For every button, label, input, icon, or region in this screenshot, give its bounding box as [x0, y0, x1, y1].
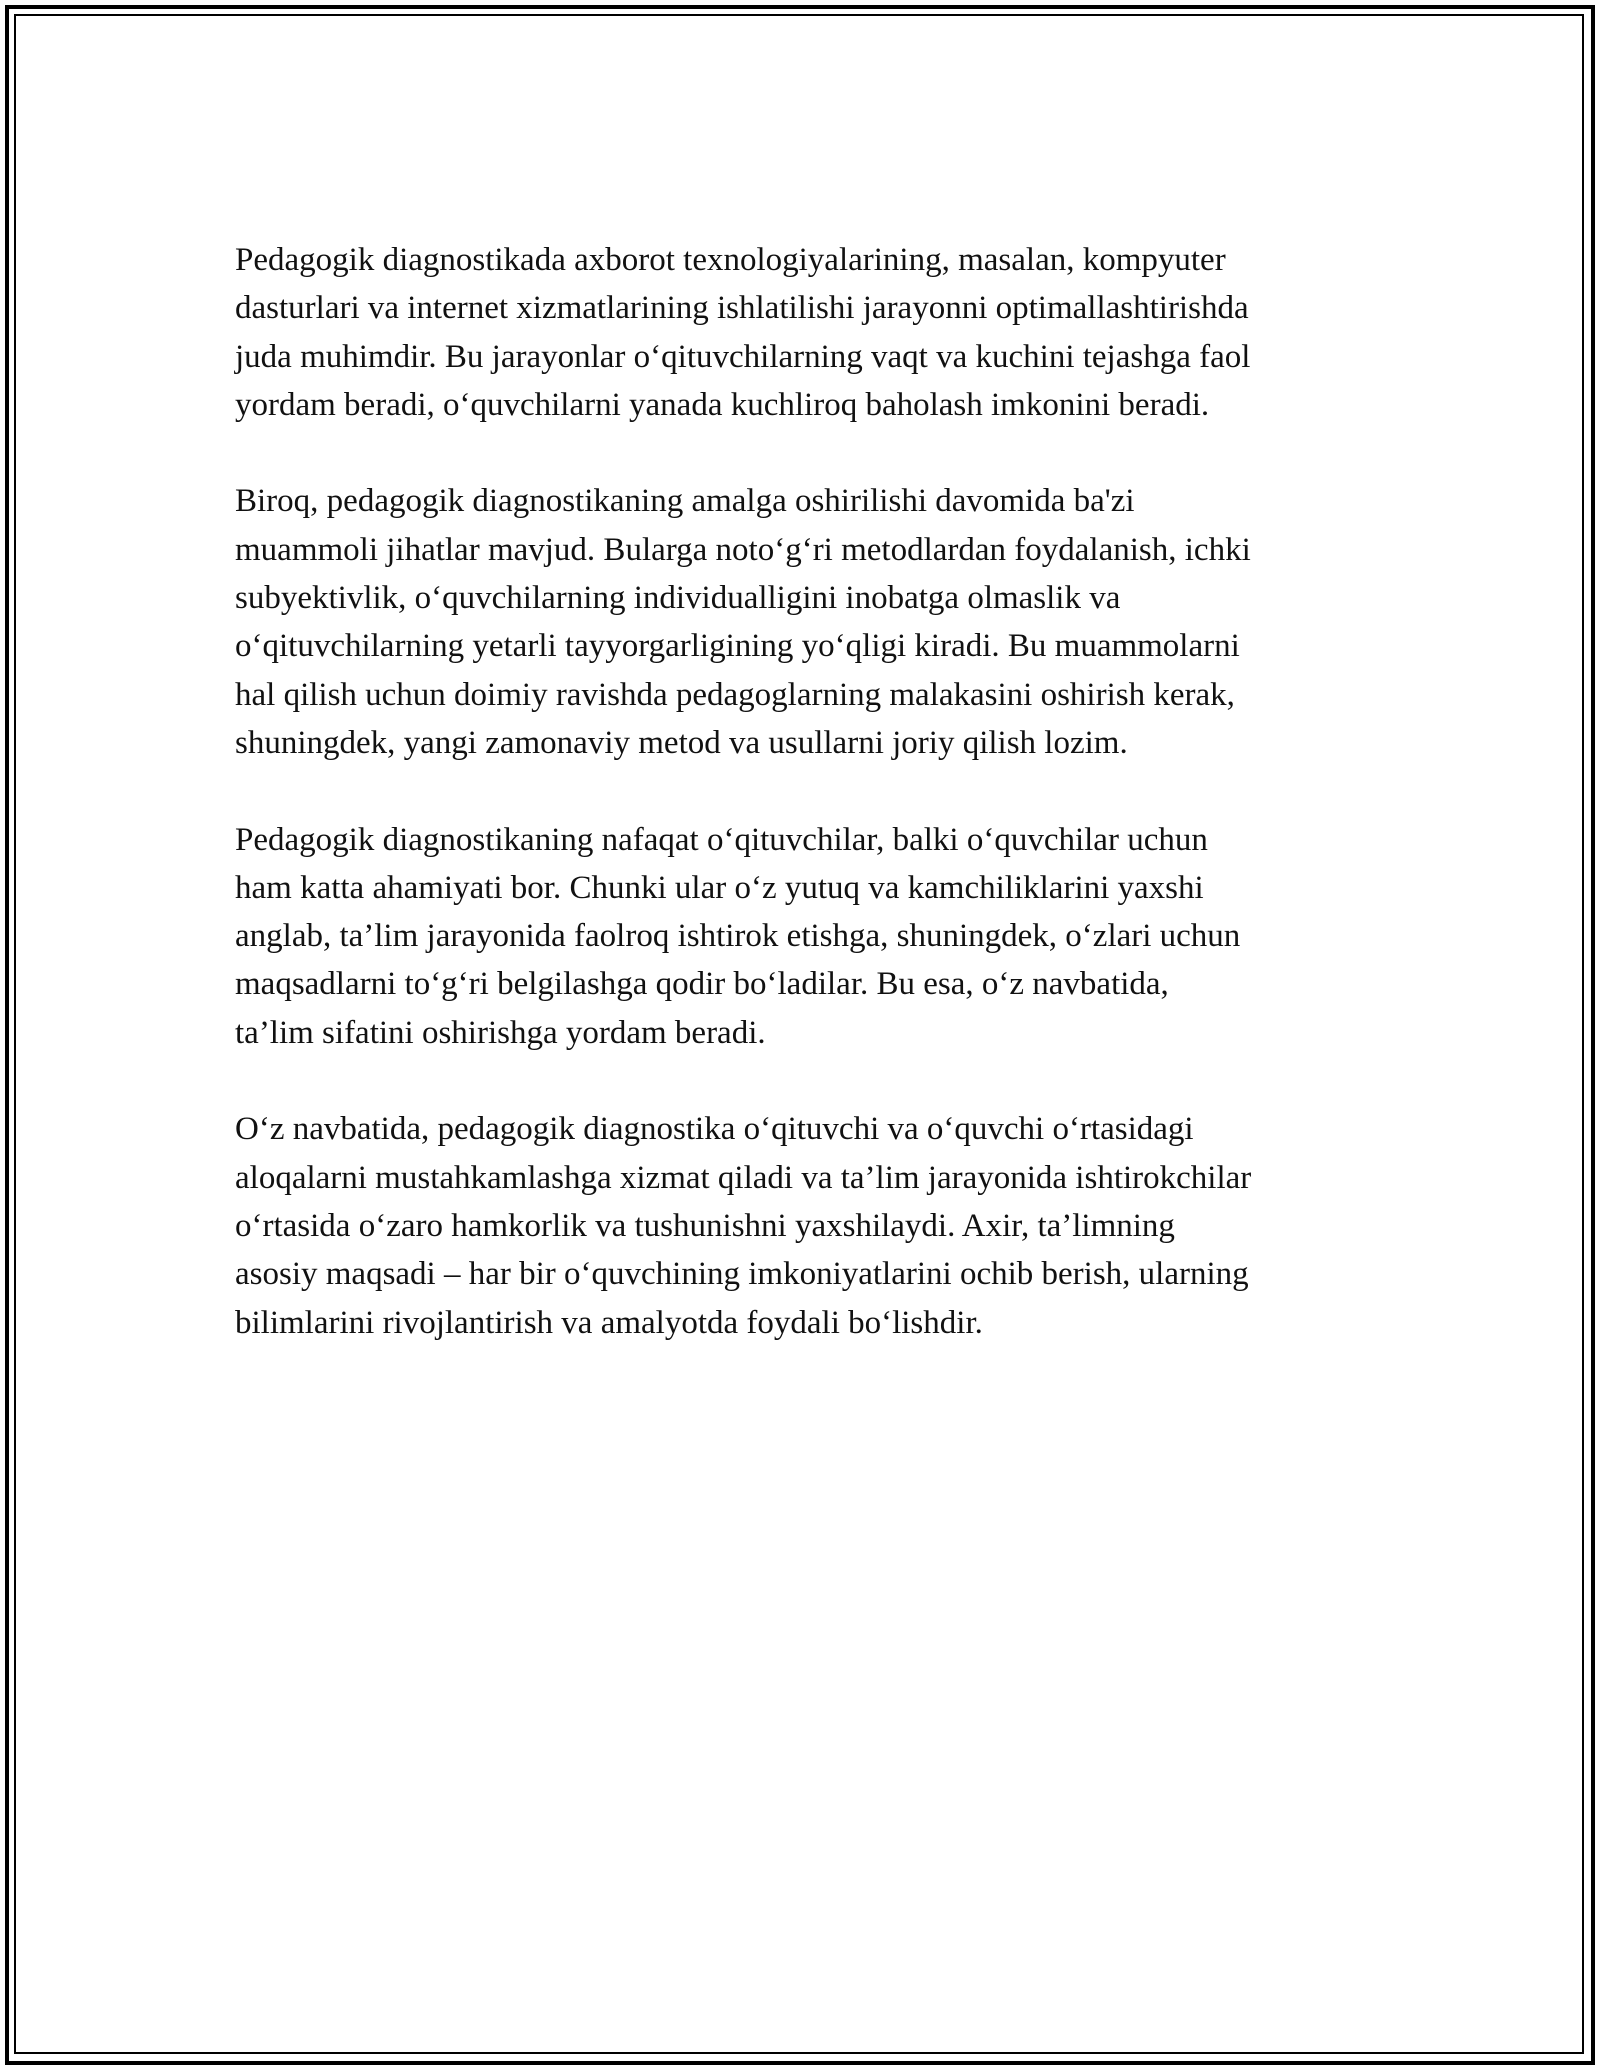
text-line: dasturlari va internet xizmatlarining ishlatilishi jarayonni optimallashtirishda: [235, 290, 1249, 327]
paragraph-4: [235, 1105, 1375, 1346]
text-line: muammoli jihatlar mavjud. Bularga noto‘g‘ri metodlardan foydalanish, ichki: [235, 531, 1251, 568]
text-line: subyektivlik, o‘quvchilarning individualligini inobatga olmaslik va: [235, 580, 1121, 617]
paragraph-1: [235, 236, 1375, 429]
text-line: anglab, ta’lim jarayonida faolroq ishtirok etishga, shuningdek, o‘zlari uchun: [235, 918, 1241, 955]
text-line: o‘rtasida o‘zaro hamkorlik va tushunishni yaxshilaydi. Axir, ta’limning: [235, 1207, 1175, 1244]
text-line: juda muhimdir. Bu jarayonlar o‘qituvchilarning vaqt va kuchini tejashga faol: [235, 338, 1251, 375]
text-line: Pedagogik diagnostikada axborot texnologiyalarining, masalan, kompyuter: [235, 242, 1226, 278]
text-line: Biroq, pedagogik diagnostikaning amalga oshirilishi davomida ba'zi: [235, 483, 1135, 520]
text-line: o‘qituvchilarning yetarli tayyorgarligining yo‘qligi kiradi. Bu muammolarni: [235, 628, 1240, 665]
text-line: ham katta ahamiyati bor. Chunki ular o‘z yutuq va kamchiliklarini yaxshi: [235, 869, 1204, 906]
paragraph-3: [235, 816, 1375, 1057]
text-line: ta’lim sifatini oshirishga yordam beradi.: [235, 1014, 766, 1051]
text-line: shuningdek, yangi zamonaviy metod va usullarni joriy qilish lozim.: [235, 724, 1128, 761]
text-line: asosiy maqsadi – har bir o‘quvchining imkoniyatlarini ochib berish, ularning: [235, 1256, 1249, 1293]
text-line: bilimlarini rivojlantirish va amalyotda foydali bo‘lishdir.: [235, 1304, 983, 1341]
text-line: hal qilish uchun doimiy ravishda pedagoglarning malakasini oshirish kerak,: [235, 676, 1235, 713]
text-line: O‘z navbatida, pedagogik diagnostika o‘qituvchi va o‘quvchi o‘rtasidagi: [235, 1111, 1194, 1148]
text-line: yordam beradi, o‘quvchilarni yanada kuchliroq baholash imkonini beradi.: [235, 386, 1210, 423]
text-line: maqsadlarni to‘g‘ri belgilashga qodir bo‘ladilar. Bu esa, o‘z navbatida,: [235, 966, 1169, 1003]
text-line: aloqalarni mustahkamlashga xizmat qiladi va ta’lim jarayonida ishtirokchilar: [235, 1159, 1252, 1196]
paragraph-2: [235, 477, 1375, 767]
document-body: [235, 236, 1375, 1395]
text-line: Pedagogik diagnostikaning nafaqat o‘qituvchilar, balki o‘quvchilar uchun: [235, 821, 1208, 858]
